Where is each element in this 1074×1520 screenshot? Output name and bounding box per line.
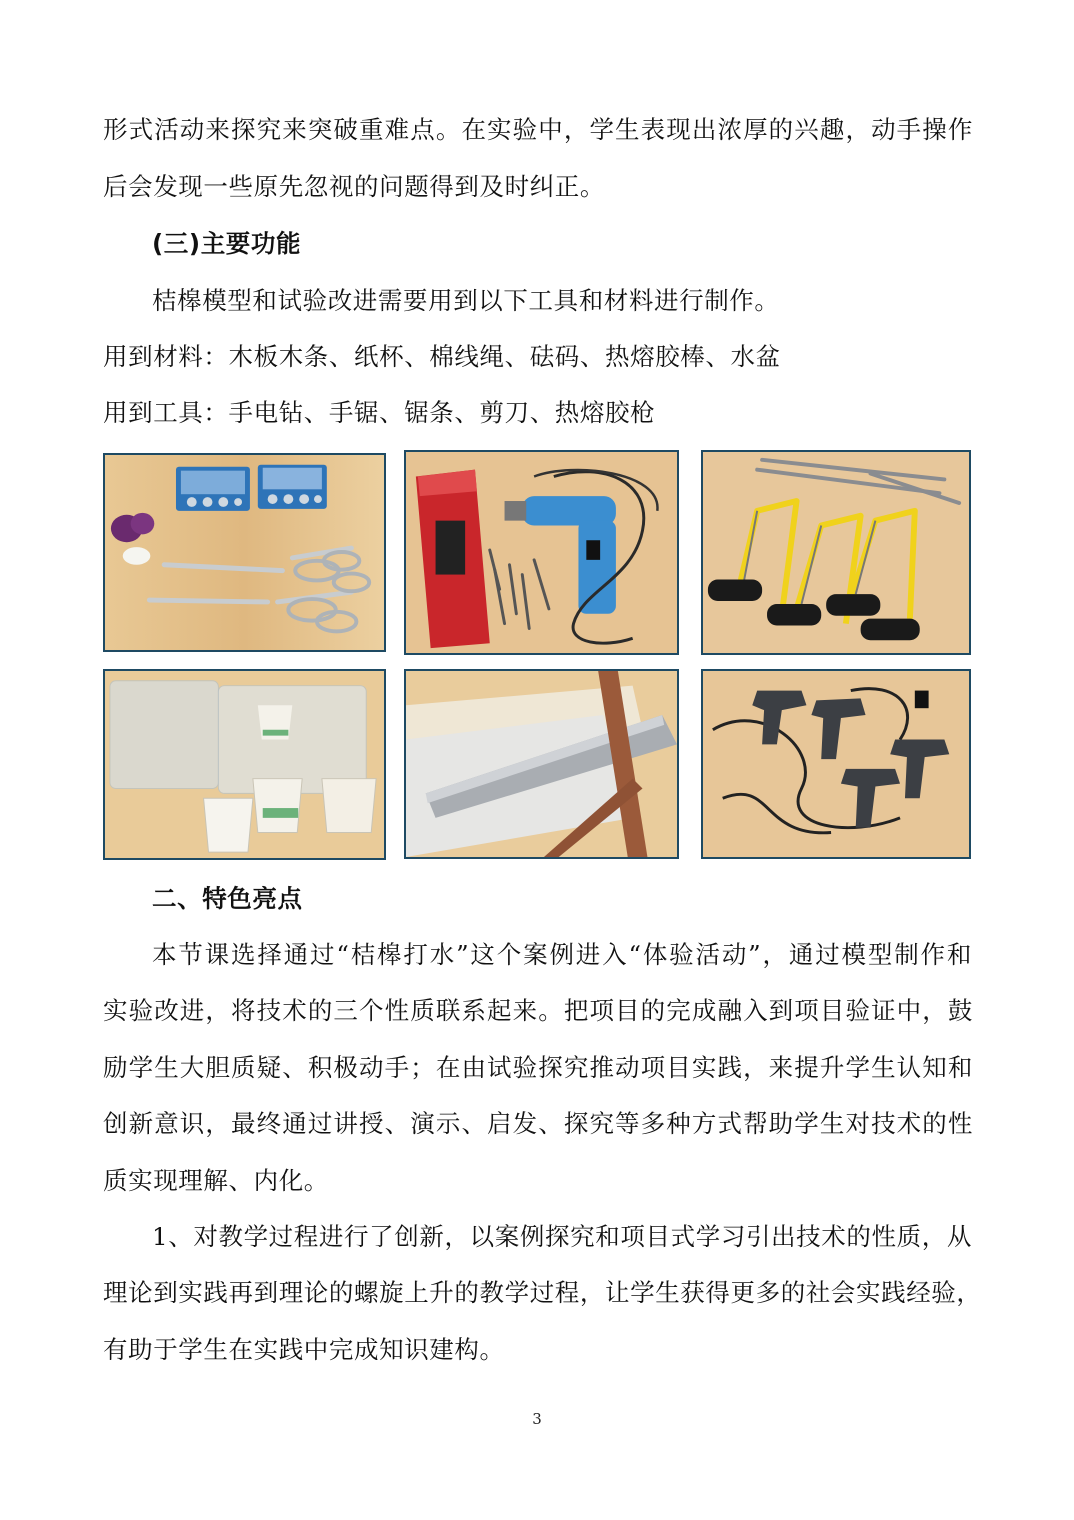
weights-scissors-photo	[103, 453, 386, 652]
page-number: 3	[532, 1410, 542, 1428]
highlights-para1-line1: 本节课选择通过“桔槔打水”这个案例进入“体验活动”，通过模型制作和	[152, 940, 972, 969]
materials-line: 用到材料：木板木条、纸杯、棉线绳、砝码、热熔胶棒、水盆	[103, 342, 781, 371]
intro-line-2: 后会发现一些原先忽视的问题得到及时纠正。	[103, 172, 605, 201]
wood-boards-photo	[404, 669, 679, 859]
highlights-para2-line2: 理论到实践再到理论的螺旋上升的教学过程，让学生获得更多的社会实践经验，	[103, 1278, 982, 1307]
tools-line: 用到工具：手电钻、手锯、锯条、剪刀、热熔胶枪	[103, 398, 656, 427]
highlights-para1-line5: 质实现理解、内化。	[103, 1166, 329, 1195]
highlights-heading: 二、特色亮点	[152, 884, 303, 913]
highlights-para2-line1: 1、对教学过程进行了创新，以案例探究和项目式学习引出技术的性质，从	[152, 1222, 972, 1251]
basin-cups-photo	[103, 669, 386, 860]
main-function-heading: (三)主要功能	[152, 229, 302, 258]
glue-guns-photo	[701, 669, 971, 859]
highlights-para1-line3: 励学生大胆质疑、积极动手；在由试验探究推动项目实践，来提升学生认知和	[103, 1053, 973, 1082]
drill-bits-photo	[404, 450, 679, 655]
hand-saws-photo	[701, 450, 971, 655]
highlights-para2-line3: 有助于学生在实践中完成知识建构。	[103, 1335, 505, 1364]
main-function-intro: 桔槔模型和试验改进需要用到以下工具和材料进行制作。	[152, 286, 780, 315]
highlights-para1-line2: 实验改进，将技术的三个性质联系起来。把项目的完成融入到项目验证中，鼓	[103, 996, 973, 1025]
highlights-para1-line4: 创新意识，最终通过讲授、演示、启发、探究等多种方式帮助学生对技术的性	[103, 1109, 973, 1138]
intro-line-1: 形式活动来探究来突破重难点。在实验中，学生表现出浓厚的兴趣，动手操作	[103, 115, 973, 144]
